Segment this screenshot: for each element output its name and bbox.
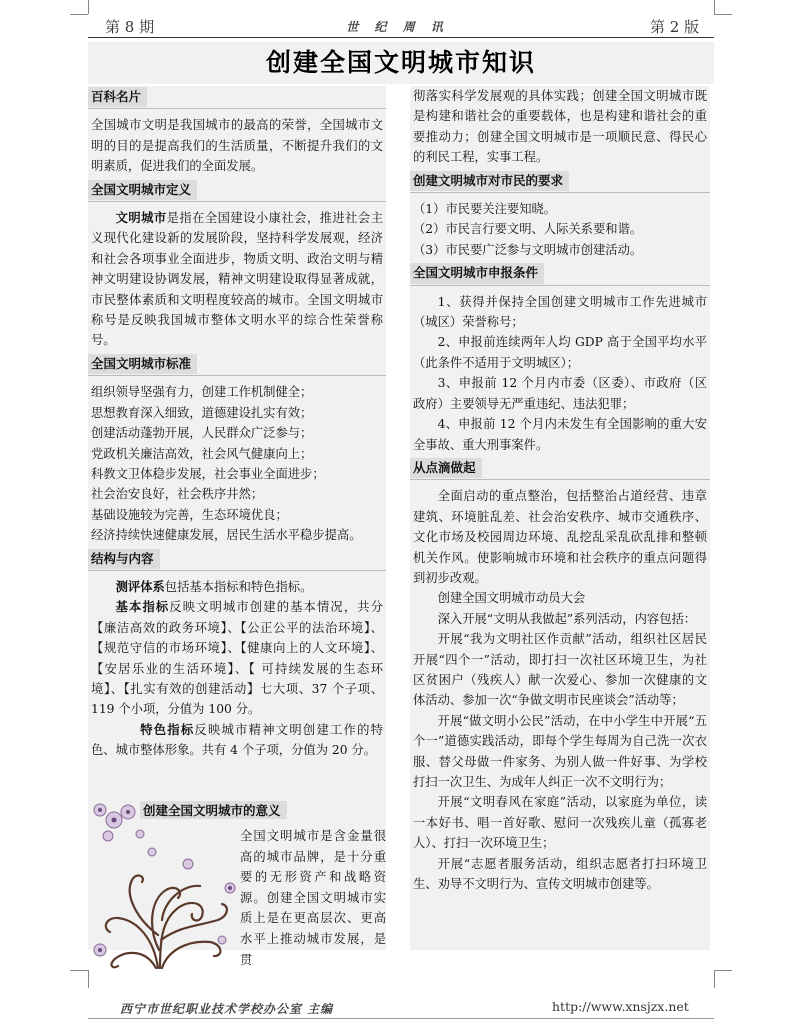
footer-rule (88, 1018, 714, 1019)
header-rule (88, 37, 714, 38)
action-paragraph: 开展“文明春风在家庭”活动，以家庭为单位，读一本好书、唱一首好歌、慰问一次残疾儿童（孤寡老人）、打扫一次环境卫生； (413, 795, 707, 851)
crop-mark (714, 14, 732, 15)
crop-mark (714, 0, 715, 14)
crop-mark (70, 970, 88, 971)
structure-text: 测评体系包括基本指标和特色指标。 (115, 578, 313, 594)
website-url: http://www.xnsjzx.net (552, 999, 689, 1014)
requirement-item: （2）市民言行要文明、人际关系要和谐。 (413, 222, 643, 237)
standard-item: 组织领导坚强有力，创建工作机制健全； (91, 385, 313, 400)
structure-text: 基本指标反映文明城市创建的基本情况，共分【廉洁高效的政务环境】、【公正公平的法治环境】、【规范守信的市场环境】、【健康向上的人文环境】、【安居乐业的生活环境】、【 可持续发展的生态环境】、【扎实有效的创建活动】七大项、37 个子项、119 个小项，分值为 100 分。 (91, 599, 383, 717)
standard-item: 基础设施较为完善，生态环境优良； (91, 507, 288, 522)
action-paragraph: 开展“我为文明社区作贡献”活动，组织社区居民开展“四个一”活动，即打扫一次社区环境卫生，为社区贫困户（残疾人）献一次爱心、参加一次健康的文体活动、参加一次“争做文明市民座谈会”活动等； (413, 632, 707, 708)
condition-item: 2、申报前连续两年人均 GDP 高于全国平均水平（此条件不适用于文明城区）； (413, 335, 707, 370)
crop-mark (88, 970, 89, 988)
right-column (410, 86, 710, 950)
section-header: 结构与内容 (88, 548, 386, 571)
action-paragraph: 开展“志愿者服务活动，组织志愿者打扫环境卫生、劝导不文明行为、宣传文明城市创建等。 (413, 856, 707, 892)
requirement-item: （3）市民要广泛参与文明城市创建活动。 (413, 242, 643, 257)
condition-item: 4、申报前 12 个月内未发生有全国影响的重大安全事故、重大刑事案件。 (413, 417, 707, 452)
floral-ornament-image (88, 800, 240, 970)
standard-item: 思想教育深入细致，道德建设扎实有效； (91, 405, 313, 420)
standard-item: 创建活动蓬勃开展，人民群众广泛参与； (91, 426, 313, 441)
section-header: 创建全国文明城市的意义 (140, 800, 287, 820)
section-header: 创建文明城市对市民的要求 (410, 170, 710, 193)
condition-item: 1、获得并保持全国创建文明城市工作先进城市（城区）荣誉称号； (413, 294, 707, 330)
section-header: 全国文明城市定义 (88, 179, 386, 202)
section-header: 全国文明城市申报条件 (410, 262, 710, 285)
crop-mark (70, 14, 88, 15)
action-paragraph: 创建全国文明城市动员大会 (437, 591, 586, 606)
standard-item: 科教文卫体稳步发展，社会事业全面进步； (91, 466, 325, 481)
significance-text: 全国文明城市是含金量很高的城市品牌，是十分重要的无形资产和战略资源。创建全国文明城市实质上是在更高层次、更高水平上推动城市发展，是贯 (240, 829, 386, 967)
continued-text: 彻落实科学发展观的具体实践；创建全国文明城市既是构建和谐社会的重要载体，也是构建和谐社会的重要推动力；创建全国文明城市是一项顺民意、得民心的利民工程，实事工程。 (413, 89, 707, 165)
standard-item: 社会治安良好，社会秩序井然； (91, 487, 264, 502)
requirement-item: （1）市民要关注要知晓。 (413, 202, 557, 217)
page-number: 第 2 版 (650, 18, 700, 36)
section-header: 全国文明城市标准 (88, 353, 386, 376)
action-paragraph: 深入开展“文明从我做起”系列活动，内容包括： (437, 611, 697, 626)
standard-item: 党政机关廉洁高效，社会风气健康向上； (91, 446, 313, 461)
crop-mark (714, 970, 715, 988)
definition-text: 文明城市是指在全国建设小康社会，推进社会主义现代化建设新的发展阶段，坚持科学发展观，经济和社会各项事业全面进步，物质文明、政治文明与精神文明建设协调发展，精神文明建设取得显著成就，市民整体素质和文明程度较高的城市。全国文明城市称号是反映我国城市整体文明水平的综合性荣誉称号。 (91, 210, 383, 348)
section-header: 从点滴做起 (410, 457, 710, 480)
issue-number: 第 8 期 (105, 18, 155, 36)
page-title: 创建全国文明城市知识 (88, 42, 714, 84)
crop-mark (88, 0, 89, 14)
crop-mark (714, 970, 732, 971)
standard-item: 经济持续快速健康发展，居民生活水平稳步提高。 (91, 528, 362, 543)
action-paragraph: 全面启动的重点整治，包括整治占道经营、违章建筑、环境脏乱差、社会治安秩序、城市交通秩序、文化市场及校园周边环境、乱挖乱采乱砍乱排和整顿机关作风。使影响城市环境和社会秩序的重点问题得到初步改观。 (413, 489, 707, 585)
encyclopedia-text: 全国城市文明是我国城市的最高的荣誉，全国城市文明的目的是提高我们的生活质量，不断提升我们的文明素质，促进我们的全面发展。 (91, 118, 383, 174)
newsletter-name: 世 纪 周 讯 (346, 20, 449, 34)
section-header: 百科名片 (88, 86, 386, 109)
publisher-credit: 西宁市世纪职业技术学校办公室 主编 (120, 1002, 334, 1016)
condition-item: 3、申报前 12 个月内市委（区委）、市政府（区政府）主要领导无严重违纪、违法犯罪； (413, 376, 707, 411)
structure-text: 特色指标反映城市精神文明创建工作的特色、城市整体形象。共有 4 个子项，分值为 20 分。 (91, 721, 383, 758)
action-paragraph: 开展“做文明小公民”活动，在中小学生中开展“五个一”道德实践活动，即每个学生每周为自己洗一次衣服、替父母做一件家务、为别人做一件好事、为学校打扫一次卫生、为成年人纠正一次不文明行为； (413, 713, 707, 789)
